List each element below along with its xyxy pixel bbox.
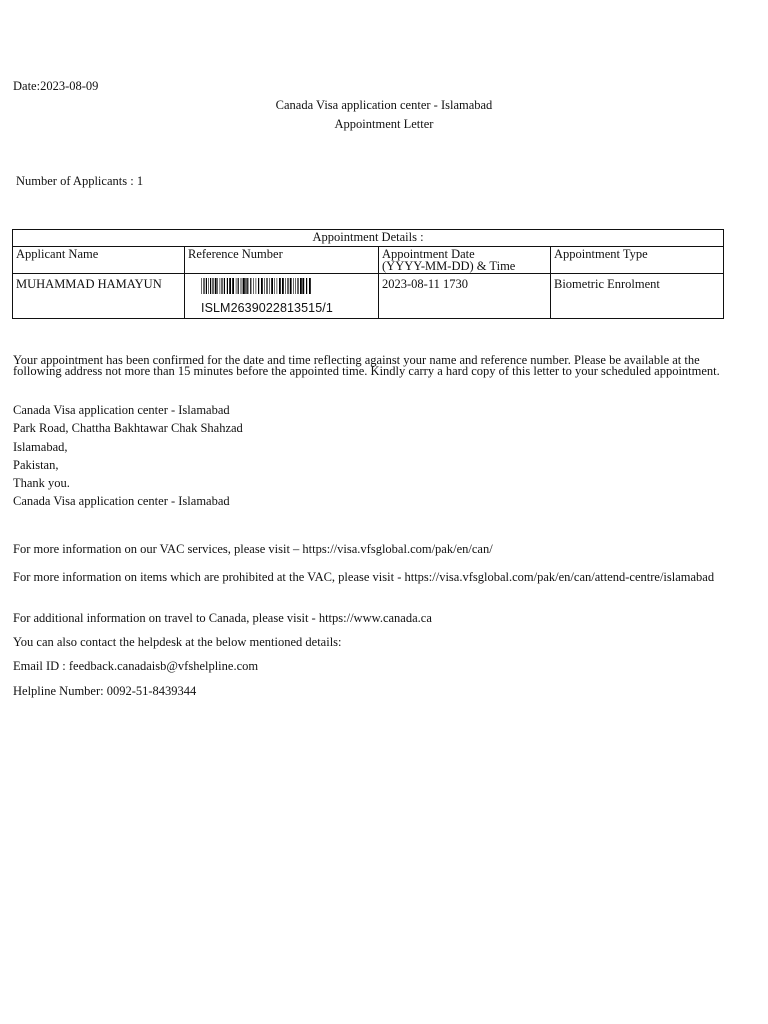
- cell-applicant-name: MUHAMMAD HAMAYUN: [13, 274, 185, 319]
- center-name-heading: Canada Visa application center - Islamabad: [275, 98, 493, 112]
- helpdesk-phone: Helpline Number: 0092-51-8439344: [13, 684, 197, 698]
- barcode-image: [201, 278, 311, 294]
- header-applicant-name: Applicant Name: [13, 247, 185, 274]
- table-row: [13, 274, 724, 319]
- vac-services-info: For more information on our VAC services, please visit – https://visa.vfsglobal.com/pak/en/can/: [13, 542, 493, 556]
- letter-date: Date:2023-08-09: [13, 79, 99, 93]
- helpdesk-email: Email ID : feedback.canadaisb@vfshelpline.com: [13, 659, 259, 673]
- helpdesk-info: You can also contact the helpdesk at the below mentioned details:: [13, 635, 342, 649]
- number-of-applicants: Number of Applicants : 1: [16, 174, 144, 188]
- thank-you-text: Thank you.: [13, 476, 70, 490]
- address-line-1: Canada Visa application center - Islamabad: [13, 403, 230, 417]
- cell-appointment-datetime: 2023-08-11 1730: [379, 274, 551, 319]
- header-appointment-date: [379, 247, 551, 274]
- table-caption: Appointment Details :: [13, 230, 724, 247]
- prohibited-items-info: For more information on items which are prohibited at the VAC, please visit - https://visa.vfsglobal.com/pak/en/can/attend-centre/islamabad: [13, 570, 715, 584]
- header-appointment-date-line2: (YYYY-MM-DD) & Time: [382, 259, 516, 273]
- confirmation-paragraph: Your appointment has been confirmed for the date and time reflecting against your name and reference number. Please be available at the following address not more than 15 minutes before the appointed time. Kindly carry a hard copy of this letter to your scheduled appointment.: [13, 353, 720, 378]
- signoff-text: Canada Visa application center - Islamabad: [13, 494, 230, 508]
- header-appointment-type: Appointment Type: [551, 247, 724, 274]
- header-appointment-date-line1: Appointment Date: [382, 247, 475, 261]
- address-line-3: Islamabad,: [13, 440, 68, 454]
- appointment-details-table: [12, 229, 724, 319]
- address-line-2: Park Road, Chattha Bakhtawar Chak Shahzad: [13, 421, 243, 435]
- cell-reference-number: [185, 274, 379, 319]
- reference-number-text: ISLM2639022813515/1: [201, 301, 333, 315]
- letter-title: Appointment Letter: [334, 117, 434, 131]
- header-reference-number: Reference Number: [185, 247, 379, 274]
- cell-appointment-type: Biometric Enrolment: [551, 274, 724, 319]
- travel-info: For additional information on travel to Canada, please visit - https://www.canada.ca: [13, 611, 432, 625]
- address-line-4: Pakistan,: [13, 458, 59, 472]
